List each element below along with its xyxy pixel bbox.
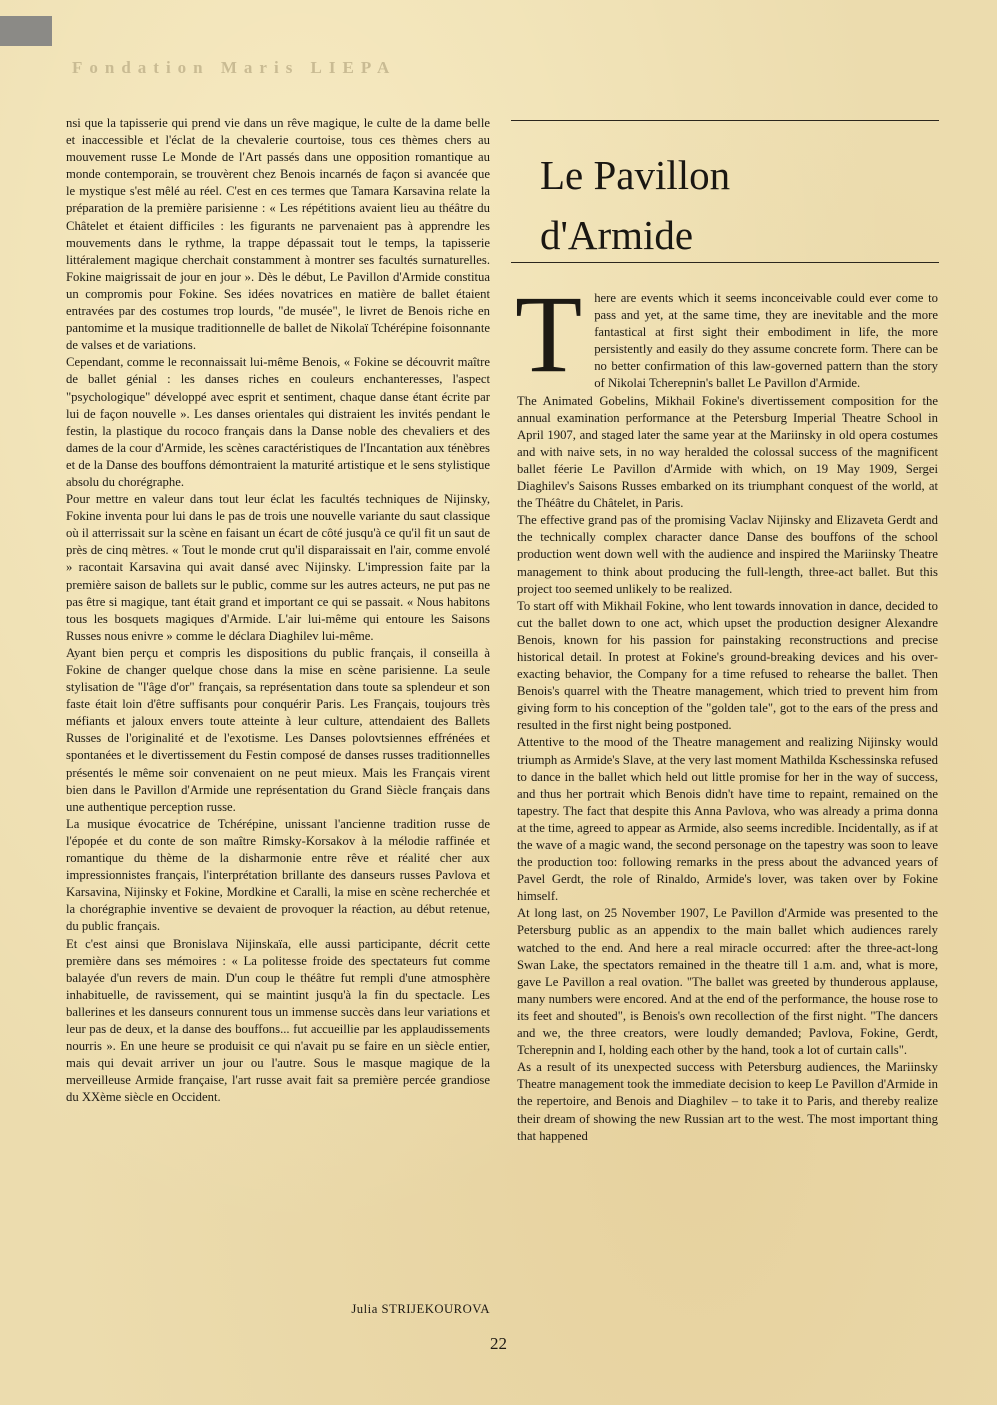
page-corner-tab bbox=[0, 16, 52, 46]
title-line-2: d'Armide bbox=[540, 212, 694, 258]
drop-cap: T bbox=[515, 273, 583, 395]
left-column bbox=[66, 115, 490, 1106]
title-line-1: Le Pavillon bbox=[540, 152, 731, 198]
left-paragraph: Ayant bien perçu et compris les dispositions du public français, il conseilla à Fokine de changer quelque chose dans la mise en scène parisienne. La seule stylisation de "l'âge d'or" français, sa représentation dans toute sa splendeur et son faste était loin d'être suffisants pour conquérir Paris. Les Français, toujours très méfiants et jaloux envers toute atteinte à leur culture, attendaient des Ballets Russes de l'originalité et de l'exotisme. Les Danses polovtsiennes effrénées et spontanées et le divertissement du Festin composé de danses russes traditionnelles présentés le même soir convenaient on ne peut mieux. Mais les Français virent bien dans le Pavillon d'Armide une représentation du Grand Siècle français dans une authentique perception russe. bbox=[66, 645, 490, 814]
article-title bbox=[540, 145, 920, 265]
page-number: 22 bbox=[490, 1334, 507, 1353]
left-paragraph: nsi que la tapisserie qui prend vie dans un rêve magique, le culte de la dame belle et inaccessible et l'éclat de la chevalerie courtoise, tous ces thèmes chers au mouvement russe Le Monde de l'Art passés dans une opposition romantique au monde contemporain, se trouvèrent chez Benois incarnés de façon si avancée que le mystique s'est mêlé au réel. C'est en ces termes que Tamara Karsavina relate la préparation de la première parisienne : « Les répétitions avaient lieu au théâtre du Châtelet et étaient difficiles : les figurants ne parvenaient pas à apprendre les mouvements dans le rythme, la trappe dépassait tout le temps, la tapisserie littéralement magique cherchait constamment à montrer ses facultés surnaturelles. Fokine maigrissait de jour en jour ». Dès le début, Le Pavillon d'Armide constitua un compromis pour Fokine. Ses idées novatrices en matière de ballet étaient entravées par des costumes trop lourds, "de musée", le livret de Benois riche en pantomime et la musique traditionnelle de ballet de Nikolaï Tchérépine foisonnante de valses et de variations. bbox=[66, 116, 490, 353]
left-paragraph: Cependant, comme le reconnaissait lui-même Benois, « Fokine se découvrit maître de ballet génial : les danses riches en couleurs enchanteresses, l'aspect "psychologique" développé avec esprit et sentiment, chaque danse étant écrite par lui de façon nouvelle ». Les danses orientales qui distraient les invités pendant le festin, la plastique du rococo français dans la Danse noble des chevaliers et des dames de la cour d'Armide, les scènes caractéristiques de l'Incantation aux ténèbres et de la Danse des bouffons démontraient la maturité artistique et le sens stylistique absolu du chorégraphe. bbox=[66, 355, 490, 489]
masthead: Fondation Maris LIEPA bbox=[72, 58, 397, 77]
author-signature: Julia STRIJEKOUROVA bbox=[351, 1302, 490, 1316]
left-paragraph: Et c'est ainsi que Bronislava Nijinskaïa, elle aussi participante, décrit cette première dans ses mémoires : « La politesse froide des spectateurs fut comme balayée d'un revers de main. D'un coup le théâtre fut rempli d'une atmosphère inhabituelle, de ravissement, qui se maintint jusqu'à la fin du spectacle. Les ballerines et les danseurs connurent tous un immense succès dans leur variations et leur pas de deux, et la danse des bouffons... fut accueillie par les applaudissements nourris ». En une heure se produisit ce qui n'avait pu se faire en un siècle entier, mais qui devait arriver un jour ou l'autre. Sous le masque magique de la merveilleuse Armide française, l'art russe avait fait sa première percée grandiose du XXème siècle en Occident. bbox=[66, 936, 490, 1105]
title-bottom-rule bbox=[511, 262, 939, 263]
right-paragraph: At long last, on 25 November 1907, Le Pavillon d'Armide was presented to the Petersburg public as an appendix to the main ballet which audiences rarely watched to the end. And here a real miracle occurred: after the three-act-long Swan Lake, the spectators remained in the theatre till 1 a.m. and, what is more, gave Le Pavillon a real ovation. "The ballet was greeted by thunderous applause, many numbers were encored. And at the end of the performance, the house rose to its feet and shouted", is Benois's own recollection of the first night. "The dancers and we, the three creators, were loudly demanded; Pavlova, Fokine, Gerdt, Tcherepnin and I, holding each other by the hand, took a lot of curtain calls". bbox=[517, 906, 938, 1058]
right-paragraph: The effective grand pas of the promising Vaclav Nijinsky and Elizaveta Gerdt and the technically complex character dance Danse des bouffons of the school production went down well with the audience and inspired the Mariinsky Theatre management to think about producing the full-length, three-act ballet. But this project too seemed unlikely to be realized. bbox=[517, 513, 938, 596]
left-paragraph: La musique évocatrice de Tchérépine, unissant l'ancienne tradition russe de l'épopée et du conte de son maître Rimsky-Korsakov à la mélodie raffinée et romantique du thème de la disharmonie entre rêve et réalité cher aux impressionnistes français, l'interprétation brillante des danseurs russes Pavlova et Karsavina, Nijinsky et Fokine, Mordkine et Caralli, la mise en scène recherchée et la chorégraphie inventive se devaient de provoquer la réaction, au début retenue, du public français. bbox=[66, 816, 490, 934]
right-column bbox=[515, 273, 938, 1145]
right-paragraph: The Animated Gobelins, Mikhail Fokine's divertissement composition for the annual examination performance at the Petersburg Imperial Theatre School in April 1907, and staged later the same year at the Mariinsky in old opera costumes and with naive sets, in no way heralded the colossal success of the magnificent ballet féerie Le Pavillon d'Armide with which, on 19 May 1909, Sergei Diaghilev's Saisons Russes embarked on its triumphant conquest of the world, at the Théâtre du Châtelet, in Paris. bbox=[517, 393, 938, 511]
right-paragraph: As a result of its unexpected success with Petersburg audiences, the Mariinsky Theatre management took the immediate decision to keep Le Pavillon d'Armide in the repertoire, and Benois and Diaghilev – to take it to Paris, and thereby realize their dream of showing the new Russian art to the west. The most important thing that happened bbox=[517, 1060, 938, 1143]
right-paragraph: To start off with Mikhail Fokine, who lent towards innovation in dance, decided to cut the ballet down to one act, which upset the production designer Alexandre Benois, known for his passion for painstaking reconstructions and precise historical detail. In protest at Fokine's ground-breaking devices and his over-exacting behavior, the Company for a time refused to rehearse the ballet. Then Benois's quarrel with the Theatre management, which tried to prevent him from giving form to his conception of the "golden tale", got to the ears of the press and resulted in the first night being postponed. bbox=[517, 598, 938, 733]
right-paragraph: here are events which it seems inconceivable could ever come to pass and yet, at the same time, they are inevitable and the more fantastical at first sight their embodiment in life, the more persistently and easily do they assume concrete form. There can be no better confirmation of this law-governed pattern than the story of Nikolai Tcherepnin's ballet Le Pavillon d'Armide. bbox=[594, 291, 938, 391]
left-paragraph: Pour mettre en valeur dans tout leur éclat les facultés techniques de Nijinsky, Fokine inventa pour lui dans le pas de trois une nouvelle variante du saut classique où il atterrissait sur la scène en faisant un écart de côté jusqu'à ce qu'il fit un saut de près de cinq mètres. « Tout le monde crut qu'il disparaissait en l'air, comme envolé » racontait Karsavina qui avait dansé avec Nijinsky. L'impression faite par la première saison de ballets sur le public, comme sur les autres acteurs, ne put pas ne pas être si magique, tant était grand et important ce qui se passait. « Nous habitons tous les bosquets magiques d'Armide. L'air lui-même qui entoure les Saisons Russes nous enivre » comme le déclara Diaghilev lui-même. bbox=[66, 492, 490, 643]
title-top-rule bbox=[511, 120, 939, 121]
right-paragraph: Attentive to the mood of the Theatre management and realizing Nijinsky would triumph as Armide's Slave, at the very last moment Mathilda Kschessinska refused to dance in the ballet which held out little promise for her in the way of success, and thus her portrait which Benois didn't have time to repaint, remained on the tapestry. The fact that despite this Anna Pavlova, who was already a prima donna at the time, agreed to appear as Armide, also seems incredible. Incidentally, as if at the wave of a magic wand, the second personage on the tapestry was soon to leave the production too: following remarks in the press about the advanced years of Pavel Gerdt, the role of Rinaldo, Armide's lover, was taken over by Fokine himself. bbox=[517, 735, 938, 904]
